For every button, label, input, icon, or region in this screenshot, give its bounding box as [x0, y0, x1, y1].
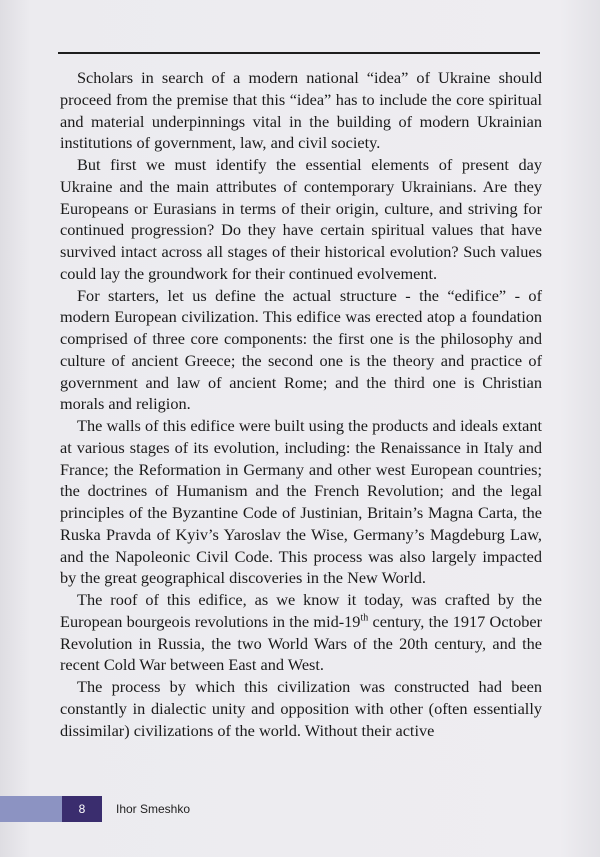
paragraph-text: century, the 1917 October Revolution in Russia, the two World Wars of the 20th century, and the recent Cold War between East and West. [60, 611, 542, 675]
running-footer-author: Ihor Smeshko [116, 802, 191, 816]
page-number: 8 [62, 796, 102, 822]
body-text [60, 67, 542, 741]
paragraph: Scholars in search of a modern national “idea” of Ukraine should proceed from the premise that this “idea” has to include the core spiritual and material underpinnings vital in the building of modern Ukrainian institutions of government, law, and civil society. [60, 68, 542, 153]
paragraph: But first we must identify the essential elements of present day Ukraine and the main attributes of contemporary Ukrainians. Are they Europeans or Eurasians in terms of their origin, culture, and striving for continued progression? Do they have certain spiritual values that have survived intact across all stages of their historical evolution? Such values could lay the groundwork for their continued evolvement. [60, 155, 542, 283]
paragraph: The process by which this civilization was constructed had been constantly in dialectic unity and opposition with other (often essentially dissimilar) civilizations of the world. Without their active [60, 677, 542, 740]
footer-bar [0, 796, 62, 822]
header-rule [58, 52, 540, 54]
superscript: th [360, 612, 369, 624]
paragraph: For starters, let us define the actual structure - the “edifice” - of modern European civilization. This edifice was erected atop a foundation comprised of three core components: the first one is the philosophy and culture of ancient Greece; the second one is the theory and practice of government and law of ancient Rome; and the third one is Christian morals and religion. [60, 285, 542, 414]
paragraph [60, 589, 542, 676]
paragraph: The walls of this edifice were built using the products and ideals extant at various stages of its evolution, including: the Renaissance in Italy and France; the Reformation in Germany and other west European countries; the doctrines of Humanism and the French Revolution; and the legal principles of the Byzantine Code of Justinian, Britain’s Magna Carta, the Ruska Pravda of Kyiv’s Yaroslav the Wise, Germany’s Magdeburg Law, and the Napoleonic Civil Code. This process was also largely impacted by the great geographical discoveries in the New World. [60, 416, 542, 588]
paragraph-text: The roof of this edifice, as we know it today, was crafted by the European bourgeois revolutions in the mid-19 [60, 590, 542, 631]
